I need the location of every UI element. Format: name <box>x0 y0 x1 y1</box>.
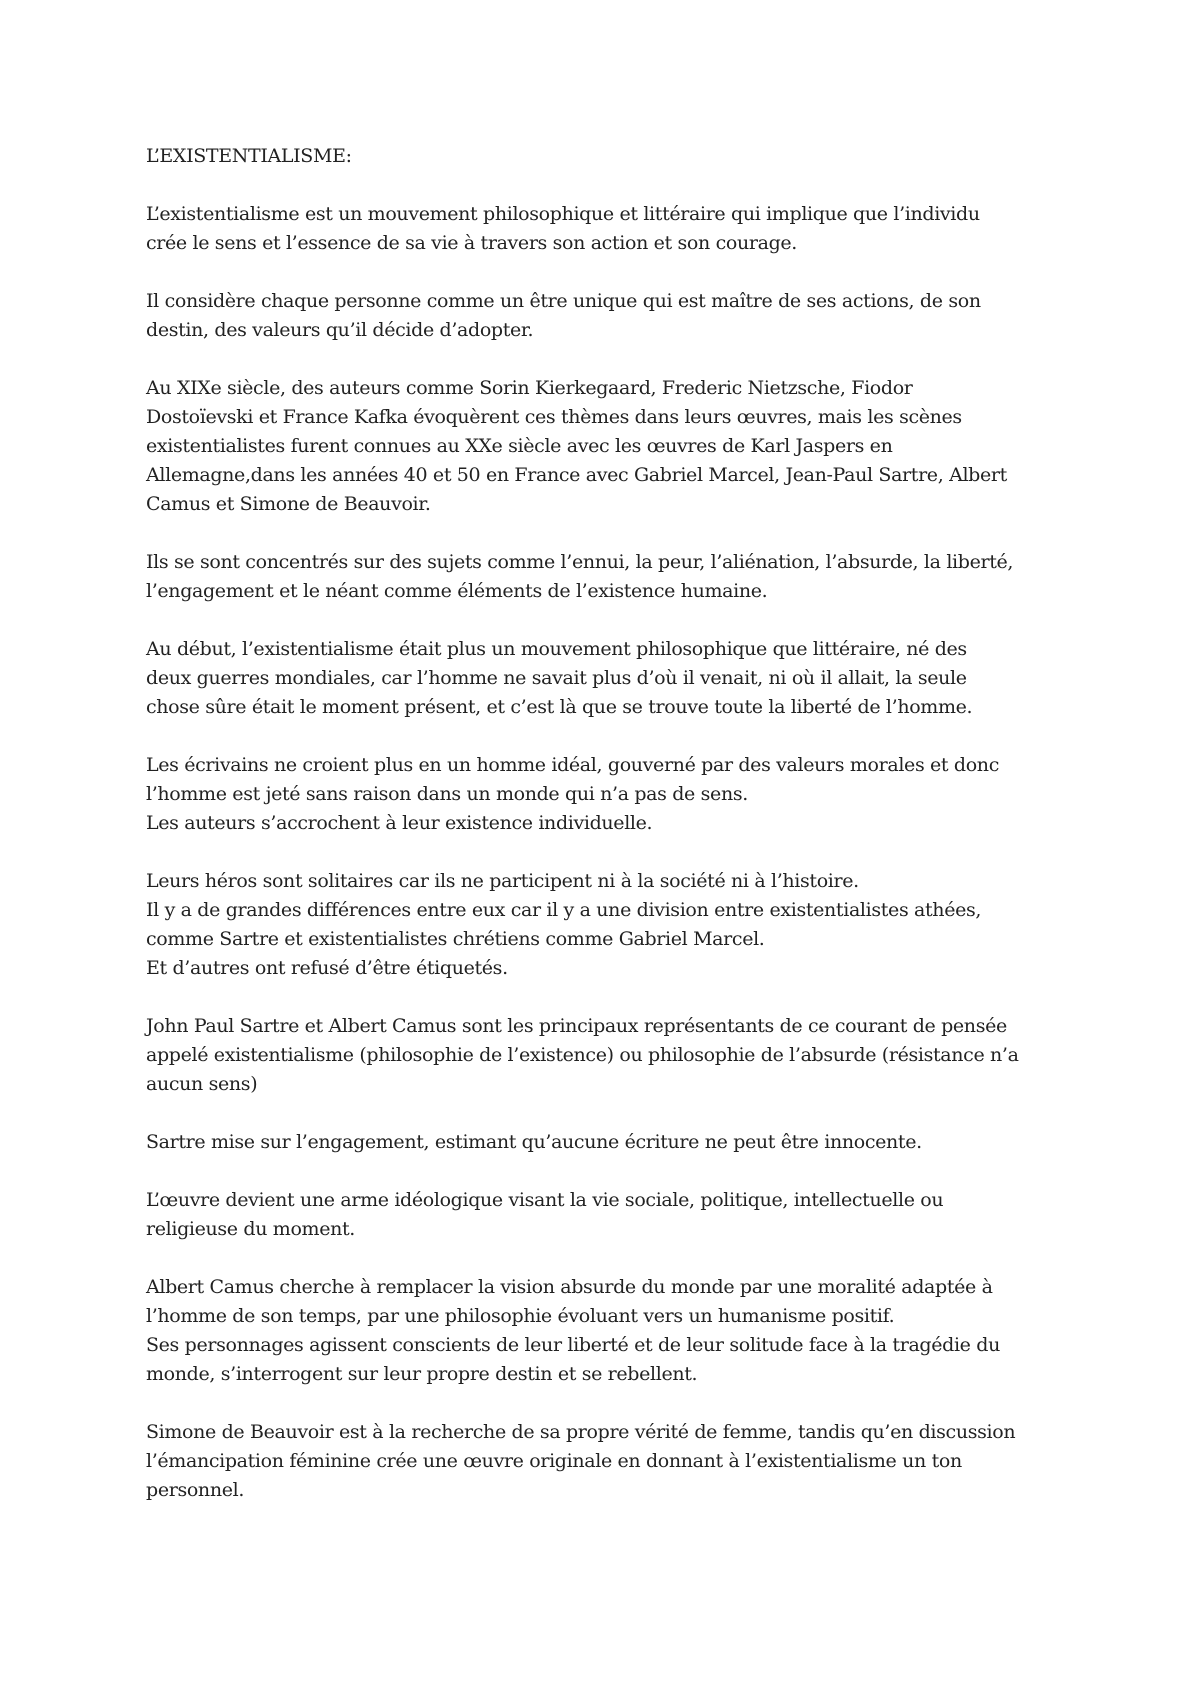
text-line: L’existentialisme est un mouvement philosophique et littéraire qui implique que l’individu <box>146 203 980 225</box>
text-line: comme Sartre et existentialistes chrétiens comme Gabriel Marcel. <box>146 928 765 950</box>
paragraph <box>146 1418 1076 1505</box>
document-body <box>146 142 1076 1534</box>
text-line: l’homme est jeté sans raison dans un monde qui n’a pas de sens. <box>146 783 748 805</box>
text-line: Allemagne,dans les années 40 et 50 en France avec Gabriel Marcel, Jean-Paul Sartre, Albert <box>146 464 1007 486</box>
paragraph <box>146 374 1076 519</box>
text-line: chose sûre était le moment présent, et c’est là que se trouve toute la liberté de l’homme. <box>146 696 973 718</box>
text-line: Au XIXe siècle, des auteurs comme Sorin Kierkegaard, Frederic Nietzsche, Fiodor <box>146 377 913 399</box>
text-line: religieuse du moment. <box>146 1218 355 1240</box>
paragraph-list <box>146 200 1076 1505</box>
text-line: Il considère chaque personne comme un être unique qui est maître de ses actions, de son <box>146 290 981 312</box>
text-line: l’homme de son temps, par une philosophie évoluant vers un humanisme positif. <box>146 1305 895 1327</box>
text-line: Ses personnages agissent conscients de leur liberté et de leur solitude face à la tragédie du <box>146 1334 1000 1356</box>
text-line: existentialistes furent connues au XXe siècle avec les œuvres de Karl Jaspers en <box>146 435 893 457</box>
text-line: l’émancipation féminine crée une œuvre originale en donnant à l’existentialisme un ton <box>146 1450 962 1472</box>
text-line: Au début, l’existentialisme était plus un mouvement philosophique que littéraire, né des <box>146 638 967 660</box>
text-line: Dostoïevski et France Kafka évoquèrent ces thèmes dans leurs œuvres, mais les scènes <box>146 406 962 428</box>
text-line: Camus et Simone de Beauvoir. <box>146 493 431 515</box>
text-line: Il y a de grandes différences entre eux car il y a une division entre existentialistes athées, <box>146 899 982 921</box>
paragraph <box>146 751 1076 838</box>
paragraph <box>146 200 1076 258</box>
paragraph <box>146 1273 1076 1389</box>
text-line: appelé existentialisme (philosophie de l’existence) ou philosophie de l’absurde (résistance n’a <box>146 1044 1019 1066</box>
text-line: Leurs héros sont solitaires car ils ne participent ni à la société ni à l’histoire. <box>146 870 859 892</box>
paragraph <box>146 1012 1076 1099</box>
text-line: Les écrivains ne croient plus en un homme idéal, gouverné par des valeurs morales et donc <box>146 754 999 776</box>
paragraph <box>146 1186 1076 1244</box>
text-line: Ils se sont concentrés sur des sujets comme l’ennui, la peur, l’aliénation, l’absurde, la liberté, <box>146 551 1014 573</box>
paragraph <box>146 1128 1076 1157</box>
paragraph <box>146 548 1076 606</box>
paragraph <box>146 287 1076 345</box>
text-line: L’œuvre devient une arme idéologique visant la vie sociale, politique, intellectuelle ou <box>146 1189 944 1211</box>
text-line: aucun sens) <box>146 1073 258 1095</box>
document-title: L’EXISTENTIALISME: <box>146 145 352 167</box>
text-line: John Paul Sartre et Albert Camus sont les principaux représentants de ce courant de pensée <box>146 1015 1007 1037</box>
text-line: monde, s’interrogent sur leur propre destin et se rebellent. <box>146 1363 698 1385</box>
paragraph <box>146 635 1076 722</box>
text-line: Les auteurs s’accrochent à leur existence individuelle. <box>146 812 653 834</box>
text-line: Albert Camus cherche à remplacer la vision absurde du monde par une moralité adaptée à <box>146 1276 993 1298</box>
text-line: personnel. <box>146 1479 245 1501</box>
text-line: crée le sens et l’essence de sa vie à travers son action et son courage. <box>146 232 797 254</box>
text-line: Sartre mise sur l’engagement, estimant qu’aucune écriture ne peut être innocente. <box>146 1131 922 1153</box>
text-line: l’engagement et le néant comme éléments de l’existence humaine. <box>146 580 768 602</box>
text-line: deux guerres mondiales, car l’homme ne savait plus d’où il venait, ni où il allait, la seule <box>146 667 967 689</box>
text-line: destin, des valeurs qu’il décide d’adopter. <box>146 319 534 341</box>
text-line: Simone de Beauvoir est à la recherche de sa propre vérité de femme, tandis qu’en discussion <box>146 1421 1016 1443</box>
paragraph <box>146 867 1076 983</box>
text-line: Et d’autres ont refusé d’être étiquetés. <box>146 957 508 979</box>
